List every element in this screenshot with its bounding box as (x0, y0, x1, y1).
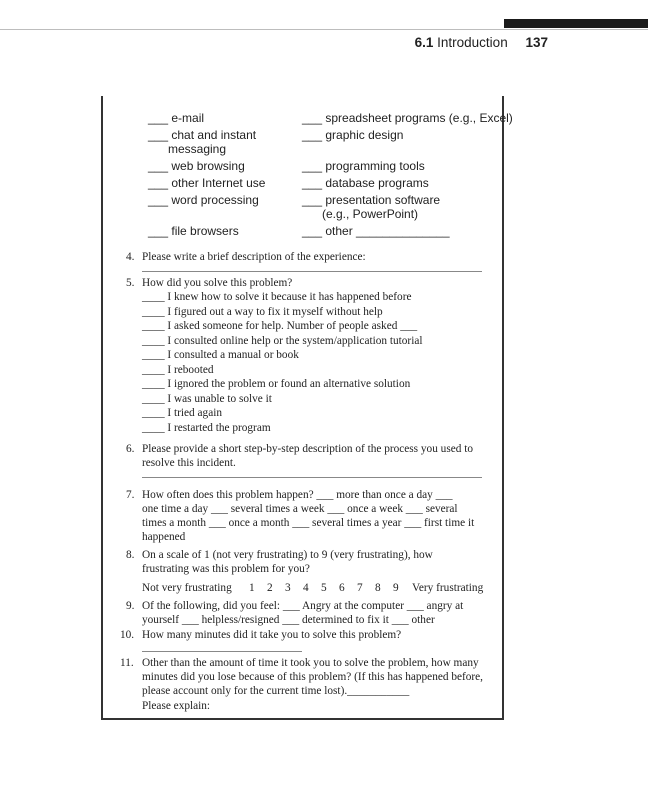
list-item[interactable]: ___ graphic design (302, 128, 404, 142)
list-item[interactable]: ___ other ______________ (302, 224, 450, 238)
list-item[interactable]: ____ I tried again (142, 407, 222, 419)
question-number: 9. (126, 600, 135, 612)
question-text: times a month ___ once a month ___ several times a year ___ first time it (142, 517, 475, 529)
list-item[interactable]: ___ database programs (302, 176, 429, 190)
question-number: 10. (120, 629, 135, 641)
scale-option[interactable]: 9 (393, 582, 399, 594)
question-text: How many minutes did it take you to solve this problem? (142, 629, 402, 641)
list-item[interactable]: ____ I restarted the program (142, 421, 271, 434)
list-item[interactable]: ____ I rebooted (142, 363, 214, 376)
list-item[interactable]: ___ e-mail (148, 111, 205, 125)
scale-option[interactable]: 3 (285, 582, 291, 594)
list-item[interactable]: ___ chat and instant (148, 128, 257, 142)
rating-scale (249, 581, 411, 596)
question-text: Please explain: (142, 700, 211, 712)
list-item[interactable]: ____ I asked someone for help. Number of people asked ___ (142, 320, 418, 332)
list-item[interactable]: ___ presentation software (302, 193, 441, 207)
answer-line[interactable] (142, 651, 302, 652)
question-text: one time a day ___ several times a week ___ once a week ___ several (142, 503, 458, 515)
list-item-continued: messaging (168, 142, 227, 156)
question-number: 8. (126, 549, 135, 561)
list-item[interactable]: ____ I consulted online help or the system/application tutorial (142, 334, 423, 347)
list-item[interactable]: ___ file browsers (148, 224, 239, 238)
question-number: 5. (126, 277, 135, 289)
scale-option[interactable]: 8 (375, 582, 381, 594)
list-item[interactable]: ___ other Internet use (148, 176, 266, 190)
question-number: 7. (126, 489, 135, 501)
list-item[interactable]: ___ word processing (148, 193, 259, 207)
scale-low-label: Not very frustrating (142, 582, 232, 594)
scale-option[interactable]: 7 (357, 582, 363, 594)
question-text: happened (142, 531, 186, 543)
scale-option[interactable]: 6 (339, 582, 345, 594)
question-text: frustrating was this problem for you? (142, 563, 310, 575)
question-text: please account only for the current time lost).___________ (142, 685, 410, 697)
question-number: 6. (126, 443, 135, 455)
question-text: How did you solve this problem? (142, 277, 293, 289)
question-text: Please provide a short step-by-step description of the process you used to (142, 443, 473, 455)
answer-line[interactable] (142, 477, 482, 478)
list-item[interactable]: ____ I was unable to solve it (142, 392, 272, 405)
page-number: 137 (525, 35, 548, 50)
question-text: How often does this problem happen? ___ more than once a day ___ (142, 489, 453, 501)
header-rule (0, 29, 648, 30)
question-text: Please write a brief description of the experience: (142, 251, 366, 263)
question-text: Of the following, did you feel: ___ Angry at the computer ___ angry at (142, 600, 464, 612)
list-item[interactable]: ___ spreadsheet programs (e.g., Excel) (302, 111, 513, 125)
question-number: 4. (126, 251, 135, 263)
list-item[interactable]: ____ I figured out a way to fix it myself without help (142, 305, 383, 318)
running-header (415, 35, 548, 50)
question-text: Other than the amount of time it took you to solve the problem, how many (142, 657, 479, 669)
scale-high-label: Very frustrating (412, 582, 484, 594)
scale-option[interactable]: 1 (249, 582, 255, 594)
answer-line[interactable] (142, 271, 482, 272)
header-bar (504, 19, 648, 28)
section-number: 6.1 (414, 35, 434, 50)
list-item[interactable]: ___ programming tools (302, 159, 425, 173)
question-text: minutes did you lose because of this problem? (If this has happened before, (142, 671, 484, 683)
list-item[interactable]: ___ web browsing (148, 159, 245, 173)
list-item-continued: (e.g., PowerPoint) (322, 207, 419, 221)
question-text: resolve this incident. (142, 457, 236, 469)
question-text: On a scale of 1 (not very frustrating) to 9 (very frustrating), how (142, 549, 433, 561)
list-item[interactable]: ____ I knew how to solve it because it has happened before (142, 291, 412, 303)
scale-option[interactable]: 4 (303, 582, 309, 594)
scale-option[interactable]: 2 (267, 582, 273, 594)
section-title: Introduction (437, 35, 508, 50)
list-item[interactable]: ____ I consulted a manual or book (142, 349, 299, 361)
question-text: yourself ___ helpless/resigned ___ determined to fix it ___ other (142, 614, 435, 626)
question-number: 11. (120, 657, 134, 669)
scale-option[interactable]: 5 (321, 582, 327, 594)
list-item[interactable]: ____ I ignored the problem or found an alternative solution (142, 378, 411, 390)
